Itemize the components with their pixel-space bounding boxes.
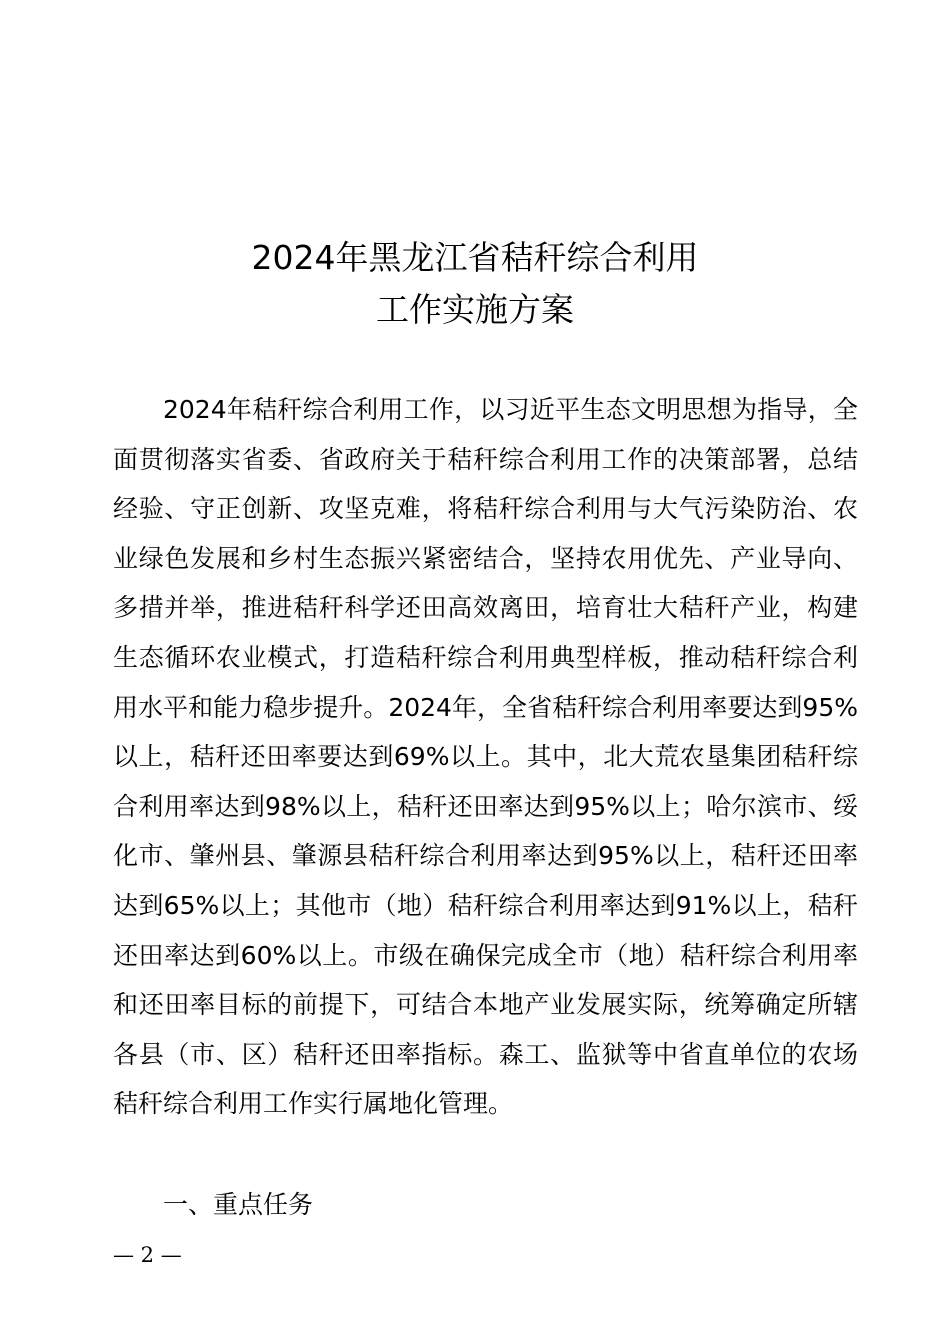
document-title bbox=[0, 232, 950, 336]
title-line-1: 2024年黑龙江省秸秆综合利用 bbox=[251, 238, 699, 277]
body-paragraph: 2024年秸秆综合利用工作，以习近平生态文明思想为指导，全面贯彻落实省委、省政府关于秸秆综合利用工作的决策部署，总结经验、守正创新、攻坚克难，将秸秆综合利用与大气污染防治、农业绿色发展和乡村生态振兴紧密结合，坚持农用优先、产业导向、多措并举，推进秸秆科学还田高效离田，培育壮大秸秆产业，构建生态循环农业模式，打造秸秆综合利用典型样板，推动秸秆综合利用水平和能力稳步提升。2024年，全省秸秆综合利用率要达到95%以上，秸秆还田率要达到69%以上。其中，北大荒农垦集团秸秆综合利用率达到98%以上，秸秆还田率达到95%以上；哈尔滨市、绥化市、肇州县、肇源县秸秆综合利用率达到95%以上，秸秆还田率达到65%以上；其他市（地）秸秆综合利用率达到91%以上，秸秆还田率达到60%以上。市级在确保完成全市（地）秸秆综合利用率和还田率目标的前提下，可结合本地产业发展实际，统筹确定所辖各县（市、区）秸秆还田率指标。森工、监狱等中省直单位的农场秸秆综合利用工作实行属地化管理。 bbox=[113, 395, 858, 1119]
page-number: — 2 — bbox=[113, 1243, 182, 1267]
section-heading: 一、重点任务 bbox=[163, 1190, 314, 1219]
title-line-2: 工作实施方案 bbox=[376, 290, 574, 329]
